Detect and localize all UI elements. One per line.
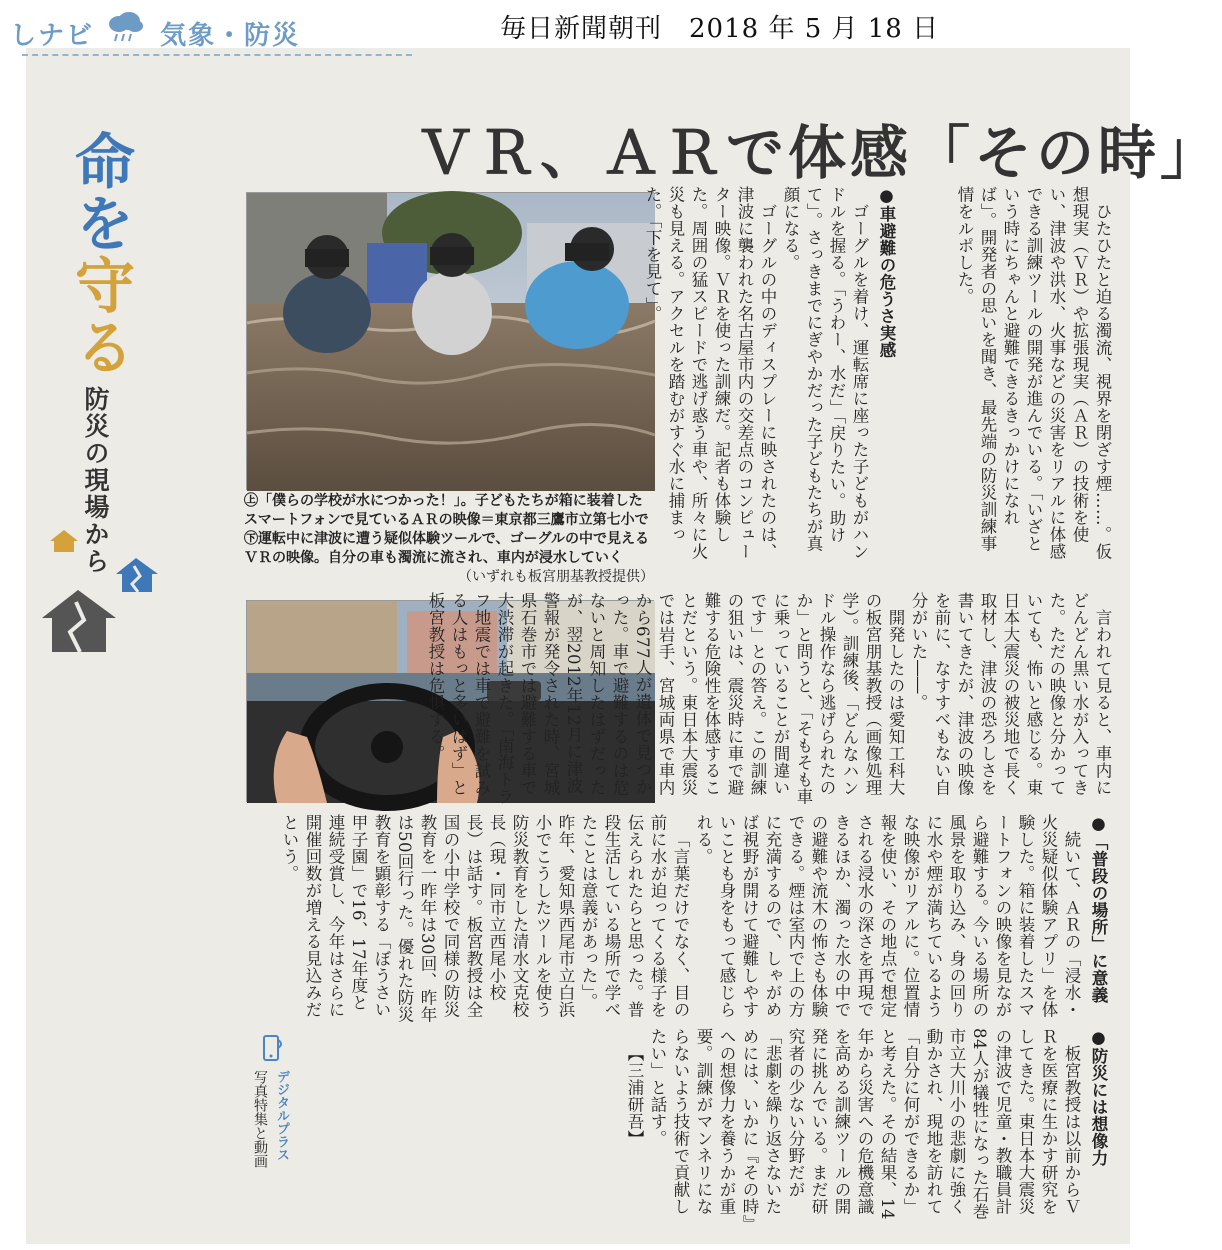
series-title-part1: 命を [65, 130, 135, 254]
section-heading: ●車避難の危うさ実感 [877, 186, 896, 359]
masthead-date: 毎日新聞朝刊 2018 年 5 月 18 日 [500, 14, 940, 44]
article-paragraph: 続いて、ＡＲの「浸水・火災疑似体験アプリ」を体験した。箱に装着したスマートフォンの映像を見ながら避難する。今いる場所の風景を取り込み、身の回りに水や煙が満ちているような映像がリアルに。位置情報を使い、その地点で想定される浸水の深さを再現できるほか、濁った水の中での避難や流木の怖さも体験できる。煙は室内で上の方に充満するので、しゃがめば視野が開けて避難しやすいことも身をもって感じられる。 [694, 814, 1081, 1018]
cracked-house-icon [40, 588, 118, 658]
article-paragraph: ゴーグルの中のディスプレーに映されたのは、津波に襲われた名古屋市内の交差点のコンピューター映像。ＶＲを使った訓練だ。記者も体験した。周囲の猛スピードで逃げ惑う車や、所々に火災も見える。アクセルを踏むがすぐ水に捕まった。「下を見て」。 [643, 186, 777, 560]
photo-caption [244, 492, 654, 587]
article-column [248, 814, 1114, 1024]
article-column [643, 186, 902, 566]
article-column [426, 592, 1114, 810]
series-label: しナビ [10, 21, 95, 51]
section-heading: ●「普段の場所」に意義 [1089, 814, 1108, 1004]
smartphone-icon [258, 1034, 286, 1068]
series-title [60, 130, 140, 378]
house-icon [48, 528, 80, 558]
article-byline: 【三浦研吾】 [625, 1044, 644, 1147]
ar-flood-photo [246, 192, 654, 490]
article-headline: ＶＲ、ＡＲで体感「その時」 [416, 119, 1222, 187]
broken-house-icon [114, 556, 160, 598]
digital-plus-label: デジタルプラス [274, 1070, 289, 1161]
article-column [300, 1028, 1114, 1224]
photo-credit: （いずれも板宮朋基教授提供） [458, 569, 654, 585]
article-paragraph: 開発したのは愛知工科大の板宮朋基教授（画像処理学）。訓練後、「どんなハンドル操作なら逃げられたのか」と問うと、「そもそも車に乗っていることが間違いです」との答え。この訓練の狙いは、震災時に車で避難する危険性を体感することだという。東日本大震災では岩手、宮城両県で車内から677人が遺体で見つかった。車で避難するのは危ないと周知したはずだったが、翌2012年12月に津波警報が発令された時、宮城県石巻市では避難する車で大渋滞が起きた。「南海トラフ地震では車で避難を試みる人はもっと多いはず」と板宮教授は危惧する。 [426, 592, 905, 805]
header-divider [22, 54, 412, 56]
category-label: 気象・防災 [160, 21, 301, 51]
caption-text: ㊤「僕らの学校が水につかった！」。子どもたちが箱に装着したスマートフォンで見ているＡＲの映像＝東京都三鷹市立第七小で㊦運転中に津波に遭う疑似体験ツールで、ゴーグルの中で見えるＶＲの映像。自分の車も濁流に流され、車内が浸水していく [244, 493, 650, 566]
article-column [904, 186, 1114, 566]
digital-plus-sub: 写真特集と動画 [252, 1070, 268, 1168]
series-subtitle: 防災の現場から [81, 386, 110, 575]
digital-plus-box[interactable] [250, 1034, 296, 1214]
section-header [0, 0, 410, 52]
section-label [10, 10, 300, 52]
article-paragraph: ゴーグルを着け、運転席に座った子どもがハンドルを握る。「うわー、水だ」「戻りたい。助けて」。さっきまでにぎやかだった子どもたちが真顔になる。 [781, 186, 869, 560]
series-title-part2: 守る [65, 254, 135, 378]
article-paragraph: 板宮教授は以前からＶＲを医療に生かす研究をしてきた。東日本大震災の津波で児童・教職員計84人が犠牲になった石巻市立大川小の悲劇に強く動かされ、現地を訪れて「自分に何ができるか」と考えた。その結果、14年から災害への危機意識を高める訓練ツールの開発に挑んでいる。まだ研究者の少ない分野だが「悲劇を繰り返さないためには、いかに『その時』への想像力を養うかが重要。訓練がマンネリにならないよう技術で貢献したい」と話す。 [648, 1028, 1081, 1224]
section-heading: ●防災には想像力 [1089, 1028, 1108, 1167]
rain-cloud-icon [105, 10, 149, 51]
article-lead: ひたひたと迫る濁流、視界を閉ざす煙……。仮想現実（ＶＲ）や拡張現実（ＡＲ）の技術を使い、津波や洪水、火事などの災害をリアルに体感できる訓練ツールの開発が進んでいる。「いざという時にちゃんと避難できるきっかけになれば」。開発者の思いを聞き、最先端の防災訓練事情をルポした。 [955, 186, 1112, 560]
article-paragraph: 言われて見ると、車内にどんどん黒い水が入ってきた。ただの映像と分かっていても、怖いと感じる。東日本大震災の被災地で長く取材し、津波の恐ろしさを書いてきたが、津波の映像を前に、なすすべもない自分がいた――。 [909, 592, 1112, 796]
article-paragraph: 「言葉だけでなく、目の前に水が迫ってくる様子を伝えられたらと思った。普段生活している場所で学べたことは意義があった」。昨年、愛知県西尾市立白浜小でこうしたツールを使う防災教育をした清水文克校長（現・同市立西尾小校長）は話す。板宮教授は全国の小中学校で同様の防災教育を一昨年は30回、昨年は50回行った。優れた防災教育を顕彰する「ぼうさい甲子園」で16、17年度と連続受賞し、今年はさらに開催回数が増える見込みだという。 [280, 814, 690, 1023]
